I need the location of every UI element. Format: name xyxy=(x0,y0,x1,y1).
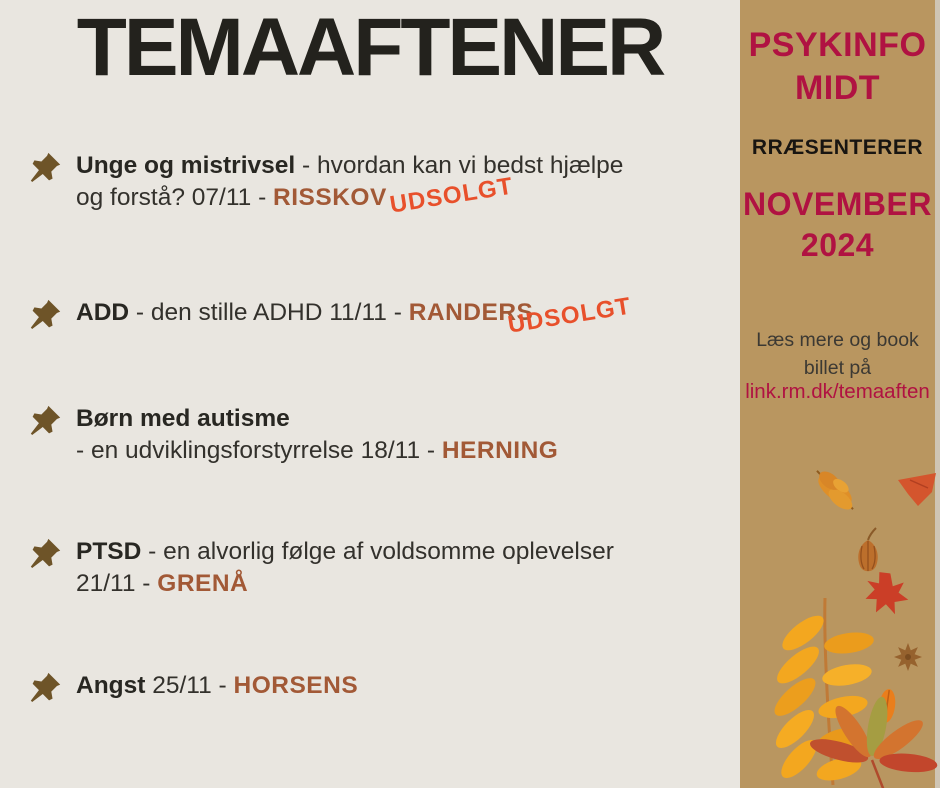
sold-out-badge: UDSOLGT xyxy=(506,292,634,339)
event-title: ADD xyxy=(76,299,130,326)
event-item-add xyxy=(27,297,533,333)
event-line-1: Unge og mistrivsel - hvordan kan vi bedst hjælpe xyxy=(76,152,624,179)
booking-link[interactable]: link.rm.dk/temaaften xyxy=(745,380,930,403)
event-line-2: og forstå? 07/11 - RISSKOV xyxy=(76,184,387,211)
red-leaf-fragment-icon xyxy=(898,473,936,506)
pushpin-icon xyxy=(27,297,63,333)
pushpin-icon xyxy=(27,150,63,186)
event-line-1: ADD - den stille ADHD 11/11 - RANDERS xyxy=(76,299,534,326)
booking-cta-text: Læs mere og book billet på xyxy=(756,329,919,379)
event-line-2: - en udviklingsforstyrrelse 18/11 - HERNING xyxy=(76,437,559,464)
presents-label: RRÆSENTERER xyxy=(751,136,924,159)
event-line-1 xyxy=(76,403,558,435)
event-line-1: Angst 25/11 - HORSENS xyxy=(76,672,359,699)
brand-title: PSYKINFO MIDT xyxy=(748,26,927,107)
month-label: NOVEMBER 2024 xyxy=(743,186,932,263)
page-title: TEMAAFTENER xyxy=(76,2,664,93)
pushpin-icon xyxy=(27,536,63,572)
event-location: RANDERS xyxy=(408,299,534,326)
event-item-angst xyxy=(27,670,358,706)
maple-leaf-icon xyxy=(861,569,913,618)
event-line-2: 21/11 - GRENÅ xyxy=(76,570,249,597)
event-location: RISSKOV xyxy=(273,184,387,211)
pushpin-icon xyxy=(27,670,63,706)
event-item-born-med-autisme xyxy=(27,403,558,467)
physalis-lantern-icon xyxy=(858,528,877,571)
event-location: GRENÅ xyxy=(157,570,249,597)
oak-leaf-icon xyxy=(808,465,863,515)
sold-out-badge: UDSOLGT xyxy=(388,172,516,219)
event-title: Børn med autisme xyxy=(76,405,290,432)
event-item-ptsd xyxy=(27,536,614,600)
event-location: HERNING xyxy=(441,437,559,464)
event-location: HORSENS xyxy=(233,672,359,699)
event-title: Angst xyxy=(76,672,146,699)
star-anise-icon xyxy=(894,643,922,671)
event-title: Unge og mistrivsel xyxy=(76,152,296,179)
event-title: PTSD xyxy=(76,538,142,565)
event-line-1: PTSD - en alvorlig følge af voldsomme oplevelser xyxy=(76,538,614,565)
autumn-leaves-decoration xyxy=(740,428,940,788)
pushpin-icon xyxy=(27,403,63,439)
event-item-unge-og-mistrivsel xyxy=(27,150,623,214)
